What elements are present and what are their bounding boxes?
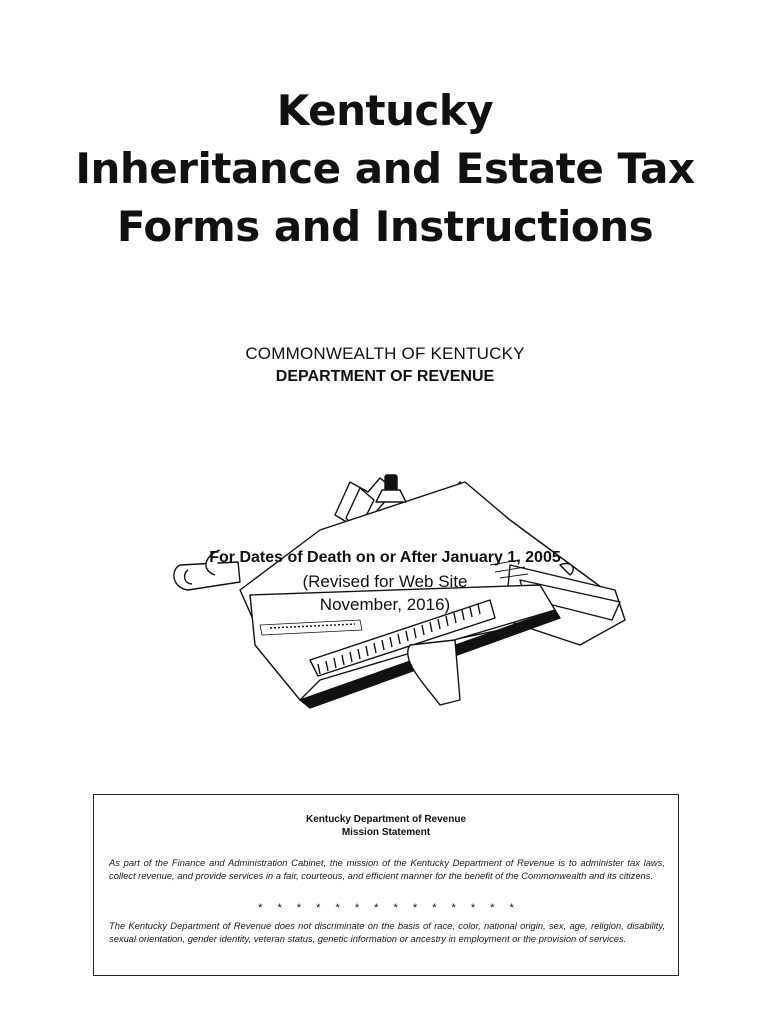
star-separator: * * * * * * * * * * * * * * <box>258 902 514 914</box>
dates-of-death-line <box>0 547 770 569</box>
nondiscrimination-paragraph: The Kentucky Department of Revenue does not discriminate on the basis of race, color, national origin, sex, age, religion, disability, sexual orientation, gender identity, veteran status, genetic information or ancestry in employment or the provision of services. <box>109 920 665 944</box>
revised-line-2: November, 2016) <box>319 595 451 614</box>
commonwealth-heading: COMMONWEALTH OF KENTUCKY <box>245 344 525 363</box>
mission-heading-line-2: Mission Statement <box>341 827 431 838</box>
mission-heading-line-1: Kentucky Department of Revenue <box>305 814 467 825</box>
title-line-1: Kentucky <box>276 86 494 135</box>
title-line-2: Inheritance and Estate Tax <box>75 144 695 193</box>
mission-statement-box <box>93 794 679 976</box>
title-line-3: Forms and Instructions <box>116 202 654 251</box>
mission-heading <box>94 813 678 839</box>
mission-paragraph: As part of the Finance and Administration Cabinet, the mission of the Kentucky Department of Revenue is to administer tax laws, collect revenue, and provide services in a fair, courteous, and efficient manner for the benefit of the Commonwealth and its citizens. <box>109 857 665 881</box>
dates-of-death-text: For Dates of Death on or After January 1, 2005 <box>209 549 561 566</box>
revised-line-1: (Revised for Web Site <box>302 572 468 591</box>
document-title <box>0 82 770 256</box>
agency-block <box>0 342 770 388</box>
department-heading: DEPARTMENT OF REVENUE <box>275 368 495 385</box>
